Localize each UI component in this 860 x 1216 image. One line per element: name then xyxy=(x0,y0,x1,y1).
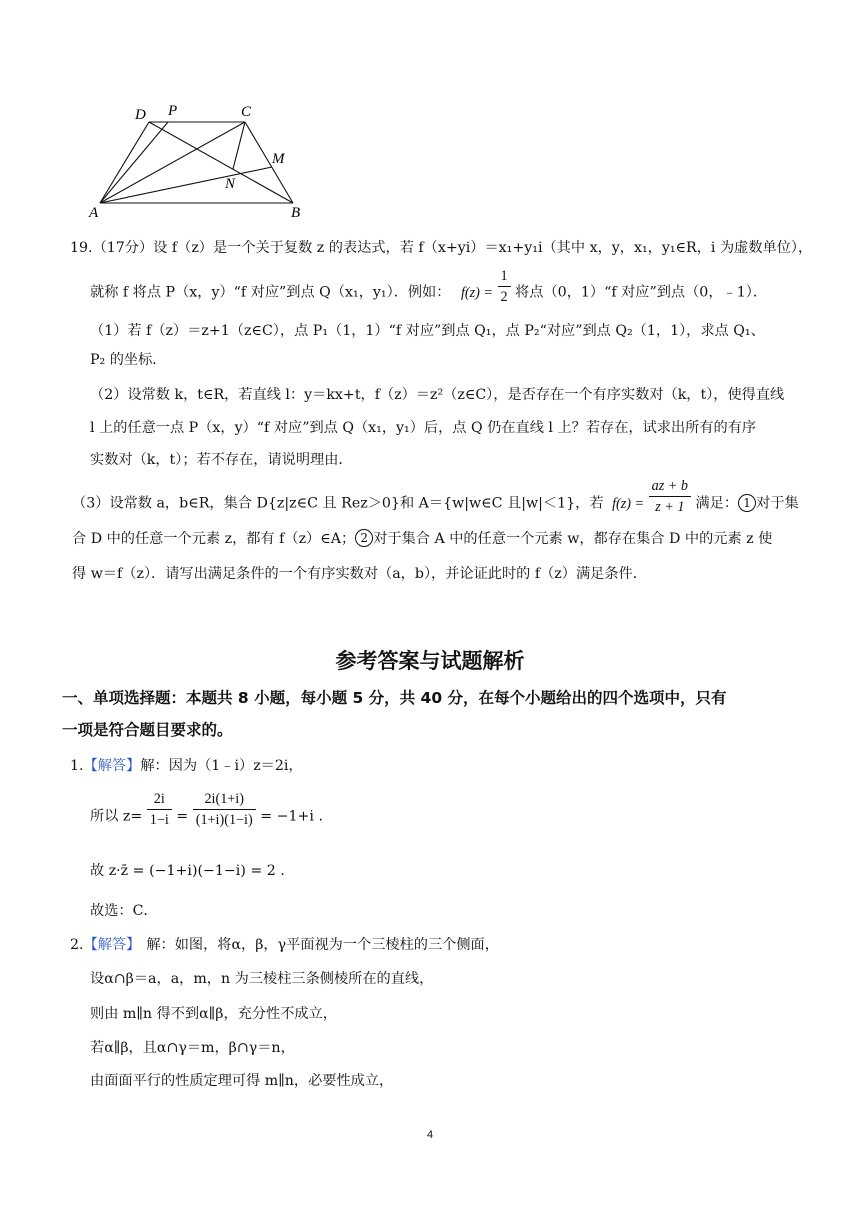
q19-line-4: P₂ 的坐标． xyxy=(90,352,167,368)
answer-1-line-1: 1.【解答】解：因为（1﹣i）z＝2i， xyxy=(70,758,303,774)
label-N: N xyxy=(225,176,236,192)
fraction-az-b-over-z-1: $\frac{az + b}{z + 1}$ xyxy=(649,476,691,517)
answer-2-line-5: 由面面平行的性质定理可得 m∥n，必要性成立， xyxy=(90,1073,394,1089)
geometry-figure xyxy=(80,95,320,225)
q19-line-3: （1）若 f（z）＝z+1（z∈C），点 P₁（1，1）“f 对应”到点 Q₁，点 P₂“对应”到点 Q₂（1，1），求点 Q₁、 xyxy=(90,323,765,339)
fraction-expanded: $\frac{2i(1+i)}{(1+i)(1-i)}$ xyxy=(193,789,256,830)
answers-title: 参考答案与试题解析 xyxy=(335,649,525,673)
label-A: A xyxy=(89,205,99,221)
answer-tag: 【解答】 xyxy=(83,937,141,953)
label-D: D xyxy=(135,107,146,123)
page-number: 4 xyxy=(426,1129,434,1141)
circled-number-1: 1 xyxy=(738,494,756,512)
label-B: B xyxy=(291,205,301,221)
label-M: M xyxy=(272,151,285,167)
answer-1-line-3: 故 z·z̄ = (−1+i)(−1−i) = 2 . xyxy=(90,863,285,879)
circled-number-2: 2 xyxy=(355,529,373,547)
q19-line-9: 合 D 中的任意一个元素 z，都有 f（z）∈A； 2 对于集合 A 中的任意一个元素 w，都存在集合 D 中的元素 z 使 xyxy=(72,531,773,547)
fraction-2i-over-1-minus-i: $\frac{2i}{1-i}$ xyxy=(147,789,172,830)
q19-line-5: （2）设常数 k，t∈R，若直线 l：y＝kx+t，f（z）＝z²（z∈C），是否存在一个有序实数对（k，t），使得直线 xyxy=(90,387,785,403)
section-1-heading-line-1: 一、单项选择题：本题共 8 小题，每小题 5 分，共 40 分，在每个小题给出的四个选项中，只有 xyxy=(62,689,727,707)
section-1-heading-line-2: 一项是符合题目要求的。 xyxy=(62,721,233,739)
q19-line-2: 就称 f 将点 P（x，y）“f 对应”到点 Q（x₁，y₁）．例如： f(z) = $\frac{1}{2}$ 将点（0，1）“f 对应”到点（0，﹣1）． xyxy=(90,268,768,305)
label-P: P xyxy=(168,103,178,119)
fraction-one-half: $\frac{1}{2}$ xyxy=(498,266,511,307)
answer-2-line-3: 则由 m∥n 得不到α∥β，充分性不成立， xyxy=(90,1006,337,1022)
answer-2-line-2: 设α∩β＝a，a，m，n 为三棱柱三条侧棱所在的直线， xyxy=(90,971,434,987)
answer-2-line-1: 2.【解答】 解：如图，将α，β，γ平面视为一个三棱柱的三个侧面， xyxy=(70,937,499,953)
q19-line-7: 实数对（k，t）；若不存在，请说明理由． xyxy=(90,452,353,468)
answer-1-line-2: 所以 z= $\frac{2i}{1-i}$ = $\frac{2i(1+i)}{(1+i)(1-i)}$ = −1+i . xyxy=(90,791,323,828)
answer-tag: 【解答】 xyxy=(83,758,141,774)
answer-1-line-4: 故选：C． xyxy=(90,903,158,919)
q19-line-1: 19.（17分）设 f（z）是一个关于复数 z 的表达式，若 f（x+yi）＝x₁+y₁i（其中 x，y，x₁，y₁∈R，i 为虚数单位）， xyxy=(70,240,813,256)
answer-2-line-4: 若α∥β，且α∩γ＝m，β∩γ＝n， xyxy=(90,1040,295,1056)
label-C: C xyxy=(241,104,252,120)
q19-line-6: l 上的任意一点 P（x，y）“f 对应”到点 Q（x₁，y₁）后，点 Q 仍在直线 l 上？若存在，试求出所有的有序 xyxy=(90,420,757,436)
q19-line-8: （3）设常数 a，b∈R，集合 D{z|z∈C 且 Rez＞0}和 A＝{w|w∈C 且|w|＜1}，若 f(z) = $\frac{az + b}{z + 1}$ 满足： 1 对于集 xyxy=(72,478,799,515)
q19-line-10: 得 w＝f（z）．请写出满足条件的一个有序实数对（a，b），并论证此时的 f（z）满足条件． xyxy=(72,566,647,582)
